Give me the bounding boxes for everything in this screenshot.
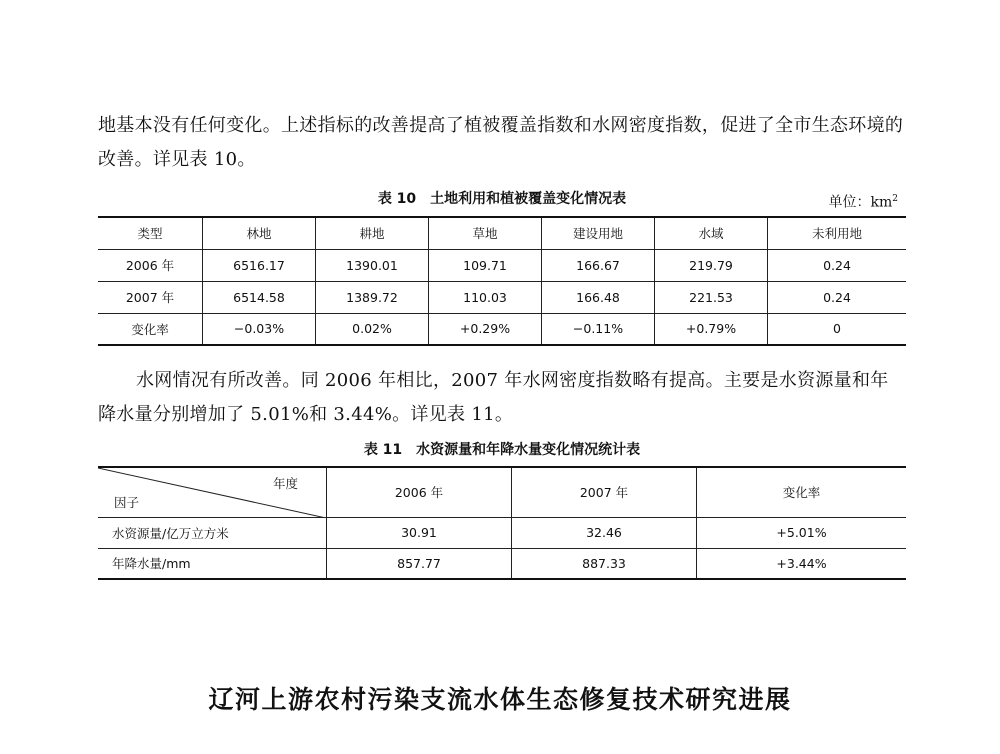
table10-caption-row — [98, 187, 906, 211]
table-cell: 887.33 — [512, 548, 697, 579]
table-cell: 219.79 — [655, 249, 768, 281]
table-cell: 年降水量/mm — [98, 548, 327, 579]
table-cell: 6514.58 — [203, 281, 316, 313]
table-row — [98, 249, 906, 281]
table-cell: −0.11% — [542, 313, 655, 345]
table-header-row — [98, 217, 906, 249]
table-cell: 30.91 — [327, 517, 512, 548]
table11-caption-row — [98, 438, 906, 462]
table-cell: +3.44% — [697, 548, 907, 579]
table-header-cell: 2006 年 — [327, 467, 512, 517]
diagonal-header-cell — [98, 467, 327, 517]
table-cell: −0.03% — [203, 313, 316, 345]
table-cell: 1390.01 — [316, 249, 429, 281]
table-cell: 1389.72 — [316, 281, 429, 313]
table-cell: 2007 年 — [98, 281, 203, 313]
table-cell: +0.79% — [655, 313, 768, 345]
table-row — [98, 517, 906, 548]
diagonal-label-year: 年度 — [272, 476, 298, 491]
table-cell: 变化率 — [98, 313, 203, 345]
table-cell: 166.67 — [542, 249, 655, 281]
table-cell: 水资源量/亿万立方米 — [98, 517, 327, 548]
table-cell: 6516.17 — [203, 249, 316, 281]
table-header-row — [98, 467, 906, 517]
table-cell: 32.46 — [512, 517, 697, 548]
table-header-cell: 耕地 — [316, 217, 429, 249]
table-header-cell: 未利用地 — [768, 217, 907, 249]
diagonal-label-factor: 因子 — [114, 494, 140, 510]
article-title: 辽河上游农村污染支流水体生态修复技术研究进展 — [208, 685, 792, 714]
table-cell: 0.24 — [768, 249, 907, 281]
table-cell: 110.03 — [429, 281, 542, 313]
table10-unit: 单位：$km^2$ — [828, 194, 898, 211]
table11 — [98, 466, 906, 580]
table-cell: 166.48 — [542, 281, 655, 313]
table-header-cell: 草地 — [429, 217, 542, 249]
table-header-cell: 2007 年 — [512, 467, 697, 517]
table-cell: +0.29% — [429, 313, 542, 345]
table-cell: 857.77 — [327, 548, 512, 579]
table-cell: 2006 年 — [98, 249, 203, 281]
table10 — [98, 216, 906, 346]
table-header-cell: 水域 — [655, 217, 768, 249]
table-cell: +5.01% — [697, 517, 907, 548]
table-header-cell: 林地 — [203, 217, 316, 249]
table-row — [98, 281, 906, 313]
table-cell: 0.02% — [316, 313, 429, 345]
table-header-cell: 建设用地 — [542, 217, 655, 249]
table-row — [98, 548, 906, 579]
table-cell: 221.53 — [655, 281, 768, 313]
table10-caption: 表 10 土地利用和植被覆盖变化情况表 — [377, 191, 627, 207]
table-header-cell: 变化率 — [697, 467, 907, 517]
table-row — [98, 313, 906, 345]
paragraph-intro: 地基本没有任何变化。上述指标的改善提高了植被覆盖指数和水网密度指数，促进了全市生态环境的改善。详见表 10。 — [98, 115, 904, 170]
paragraph-water-network: 水网情况有所改善。同 2006 年相比，2007 年水网密度指数略有提高。主要是水资源量和年降水量分别增加了 5.01%和 3.44%。详见表 11。 — [98, 370, 889, 425]
table-cell: 109.71 — [429, 249, 542, 281]
table-header-cell: 类型 — [98, 217, 203, 249]
table-cell: 0.24 — [768, 281, 907, 313]
table-cell: 0 — [768, 313, 907, 345]
table11-caption: 表 11 水资源量和年降水量变化情况统计表 — [363, 442, 641, 458]
